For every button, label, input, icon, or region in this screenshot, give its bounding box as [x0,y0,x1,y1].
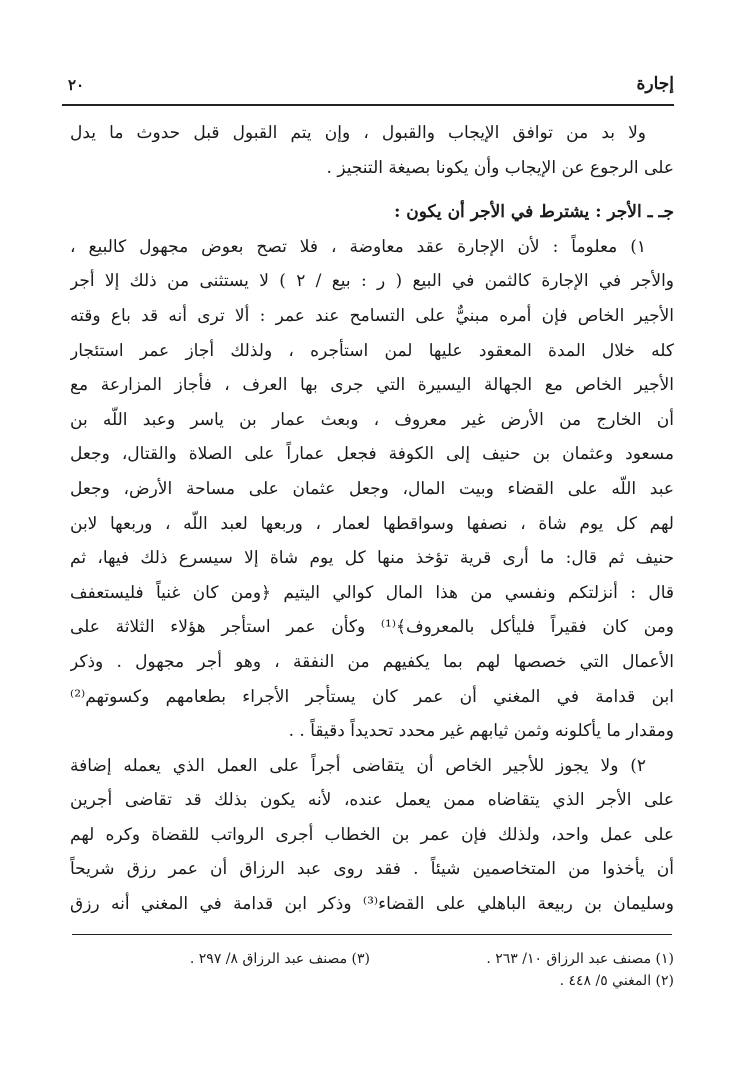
text-line: ابن قدامة في المغني أن عمر كان يستأجر الأجراء بطعامهم وكسوتهم⁽²⁾ [70,686,674,707]
text-line: مسعود وعثمان بن حنيف إلى الكوفة فجعل عماراً على الصلاة والقتال، وجعل [70,444,674,465]
footnote-rule [72,934,672,935]
text-line: ولا بد من توافق الإيجاب والقبول ، وإن يتم القبول قبل حدوث ما يدل [70,123,646,143]
text-line: الأجير الخاص فإن أمره مبنيٌّ على التسامح عند عمر : ألا ترى أنه قد باع وقته [70,305,674,326]
footnote-1: (١) مصنف عبد الرزاق ١٠/ ٢٦٣ . [486,951,674,967]
text-line: ومقدار ما يأكلونه وثمن ثيابهم غير محدد تحديداً دقيقاً . . [288,721,674,742]
text-line: عبد اللّه على القضاء وبيت المال، وجعل عثمان على مساحة الأرض، وجعل [70,478,674,499]
text-line: قال : أنزلتكم ونفسي من هذا المال كوالي اليتيم ﴿ومن كان غنياً فليستعفف [70,582,674,603]
body-text [70,116,674,922]
text-line: والأجر في الإجارة كالثمن في البيع ( ر : بيع / ٢ ) لا يستثنى من ذلك إلا أجر [70,271,674,292]
text-line: أن يأخذوا من المتخاصمين شيئاً . فقد روى عبد الرزاق أن عمر رزق شريحاً [70,859,674,880]
footnote-3: (٣) مصنف عبد الرزاق ٨/ ٢٩٧ . [189,951,370,967]
running-header-title: إجارة [636,74,674,94]
text-line: على الأجر الذي يتقاضاه ممن يعمل عنده، لأنه يكون بذلك قد تقاضى أجرين [70,790,674,811]
text-line: على الرجوع عن الإيجاب وأن يكونا بصيغة التنجيز . [326,157,674,178]
text-line: على عمل واحد، ولذلك فإن عمر بن الخطاب أجرى الرواتب للقضاة وكره لهم [70,824,674,845]
text-line: الأعمال التي خصصها لهم بما يكفيهم من النفقة ، وهو أجر مجهول . وذكر [70,651,674,672]
text-line: الأجير الخاص مع الجهالة اليسيرة التي جرى بها العرف ، فأجاز المزارعة مع [70,375,674,396]
text-line: ١) معلوماً : لأن الإجارة عقد معاوضة ، فلا تصح بعوض مجهول كالبيع ، [70,236,646,257]
text-line: لهم كل يوم شاة ، نصفها وسواقطها لعمار ، وربعها لعبد اللّه ، وربعها لابن [70,513,674,534]
text-line: ومن كان فقيراً فليأكل بالمعروف﴾⁽¹⁾ وكأن عمر استأجر هؤلاء الثلاثة على [70,617,674,638]
text-line: كله خلال المدة المعقود عليها لمن استأجره ، ولذلك أجاز عمر استئجار [70,340,674,361]
footnote-2: (٢) المغني ٥/ ٤٤٨ . [559,973,674,989]
page-number: ٢٠ [68,76,85,94]
text-line: حنيف ثم قال: ما أرى قرية تؤخذ منها كل يوم شاة إلا سيسرع ذلك فيها، ثم [70,548,674,569]
text-line: جـ ـ الأجر : يشترط في الأجر أن يكون : [394,202,674,223]
text-line: أن الخارج من الأرض غير معروف ، وبعث عمار بن ياسر وعبد اللّه بن [70,409,674,430]
text-line [70,185,674,195]
header-rule [62,104,674,106]
text-line: ٢) ولا يجوز للأجير الخاص أن يتقاضى أجراً على العمل الذي يعمله إضافة [70,755,646,776]
text-line: وسليمان بن ربيعة الباهلي على القضاء⁽³⁾ وذكر ابن قدامة في المغني أنه رزق [70,894,674,915]
